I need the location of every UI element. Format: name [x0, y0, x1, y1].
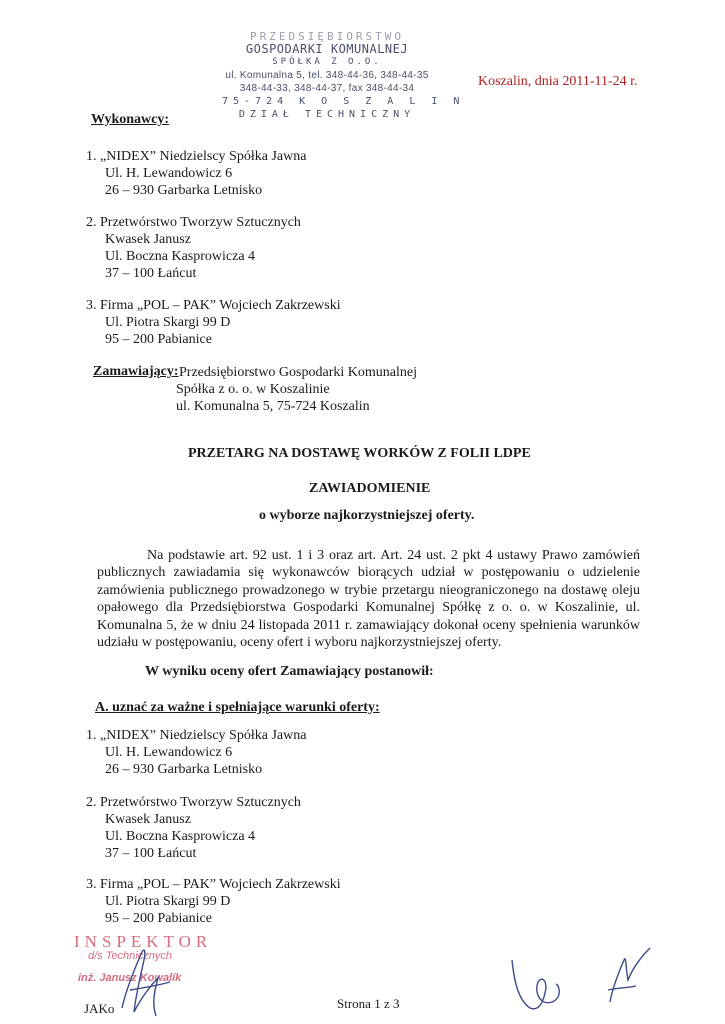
- decision-heading: W wyniku oceny ofert Zamawiający postanowił:: [145, 664, 434, 679]
- contractor-1-line-1: 1. „NIDEX” Niedzielscy Spółka Jawna: [86, 149, 307, 164]
- contractor-1-line-3: 26 – 930 Garbarka Letnisko: [105, 183, 263, 198]
- inspector-stamp-name: inż. Janusz Kowalik: [78, 972, 182, 984]
- contractor-2: [86, 214, 301, 282]
- client-address: [176, 364, 417, 415]
- section-a-heading: A. uznać za ważne i spełniające warunki oferty:: [95, 700, 380, 715]
- stamp-line-1: PRZEDSIĘBIORSTWO: [250, 30, 404, 43]
- stamp-line-7: DZIAŁ TECHNICZNY: [238, 109, 416, 120]
- client-heading: Zamawiający:: [93, 364, 179, 379]
- contractor-3-line-2: Ul. Piotra Skargi 99 D: [105, 315, 231, 330]
- inspector-stamp-role: d/s Technicznych: [88, 950, 172, 962]
- section-a-item-1-line-2: Ul. H. Lewandowicz 6: [105, 745, 233, 760]
- page-number: Strona 1 z 3: [337, 996, 400, 1011]
- section-a-item-1-line-3: 26 – 930 Garbarka Letnisko: [105, 762, 263, 777]
- body-paragraph: Na podstawie art. 92 ust. 1 i 3 oraz art. Art. 24 ust. 2 pkt 4 ustawy Prawo zamówień publicznych zawiadamia się wykonawców biorących udział w postępowaniu o udzielenie zamówienia publicznego prowadzonego w trybie przetargu nieograniczonego na dostawę oleju opałowego dla Przedsiębiorstwa Gospodarki Komunalnej Spółkę z o. o. w Koszalinie, ul. Komunalna 5, że w dniu 24 listopada 2011 r. zamawiający dokonał oceny spełnienia warunków udziału w postępowaniu, oceny ofert i wyboru najkorzystniejszej oferty.: [97, 548, 640, 651]
- tender-title: PRZETARG NA DOSTAWĘ WORKÓW Z FOLII LDPE: [188, 446, 531, 461]
- client-line-2: Spółka z o. o. w Koszalinie: [176, 382, 330, 397]
- document-date: Koszalin, dnia 2011-11-24 r.: [478, 74, 638, 89]
- stamp-line-2: GOSPODARKI KOMUNALNEJ: [245, 42, 409, 56]
- section-a-item-3-line-1: 3. Firma „POL – PAK” Wojciech Zakrzewski: [86, 877, 341, 892]
- section-a-item-2-line-4: 37 – 100 Łańcut: [105, 846, 197, 861]
- client-line-3: ul. Komunalna 5, 75-724 Koszalin: [176, 399, 370, 414]
- section-a-item-2: [86, 794, 301, 862]
- section-a-item-3-line-3: 95 – 200 Pabianice: [105, 911, 212, 926]
- notice-title: ZAWIADOMIENIE: [309, 481, 431, 496]
- section-a-item-3: [86, 876, 341, 927]
- contractor-2-line-4: 37 – 100 Łańcut: [105, 266, 197, 281]
- company-header-stamp: [222, 30, 465, 121]
- section-a-item-2-line-3: Ul. Boczna Kasprowicza 4: [105, 829, 256, 844]
- contractor-3-line-3: 95 – 200 Pabianice: [105, 332, 212, 347]
- contractor-3-line-1: 3. Firma „POL – PAK” Wojciech Zakrzewski: [86, 298, 341, 313]
- stamp-line-6: 75-724 K O S Z A L I N: [222, 96, 465, 107]
- inspector-stamp-title: INSPEKTOR: [74, 932, 213, 951]
- contractor-1-line-2: Ul. H. Lewandowicz 6: [105, 166, 233, 181]
- contractor-1: [86, 148, 306, 199]
- section-a-item-1: [86, 727, 306, 778]
- notice-subtitle: o wyborze najkorzystniejszej oferty.: [259, 508, 475, 523]
- stamp-line-5: 348-44-33, 348-44-37, fax 348-44-34: [239, 83, 415, 94]
- contractors-heading: Wykonawcy:: [91, 112, 170, 127]
- section-a-item-2-line-1: 2. Przetwórstwo Tworzyw Sztucznych: [86, 795, 301, 810]
- section-a-item-1-line-1: 1. „NIDEX” Niedzielscy Spółka Jawna: [86, 728, 307, 743]
- client-line-1: Przedsiębiorstwo Gospodarki Komunalnej: [179, 365, 417, 380]
- section-a-item-2-line-2: Kwasek Janusz: [105, 812, 191, 827]
- contractor-3: [86, 297, 341, 348]
- author-initials: JAKo: [84, 1001, 115, 1016]
- handwritten-signatures: [500, 940, 680, 1022]
- section-a-item-3-line-2: Ul. Piotra Skargi 99 D: [105, 894, 231, 909]
- contractor-2-line-2: Kwasek Janusz: [105, 232, 191, 247]
- contractor-2-line-1: 2. Przetwórstwo Tworzyw Sztucznych: [86, 215, 301, 230]
- stamp-line-3: SPÓŁKA Z O.O.: [272, 57, 382, 67]
- contractor-2-line-3: Ul. Boczna Kasprowicza 4: [105, 249, 256, 264]
- stamp-line-4: ul. Komunalna 5, tel. 348-44-36, 348-44-35: [225, 70, 429, 81]
